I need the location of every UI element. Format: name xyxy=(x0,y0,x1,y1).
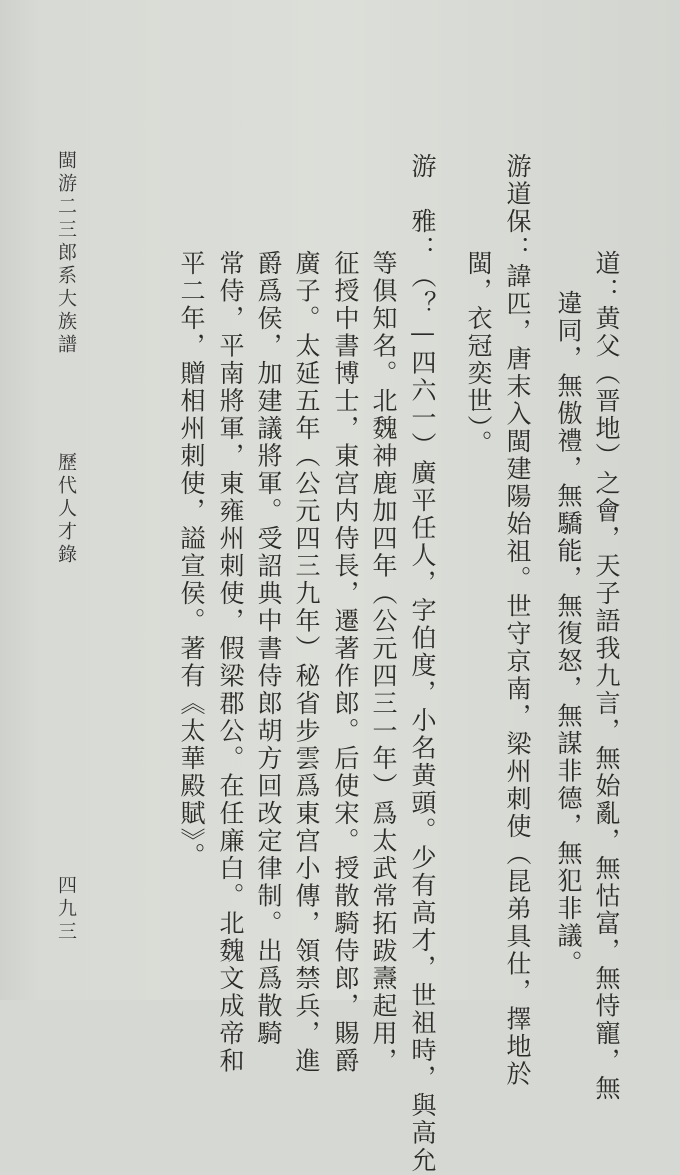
text-column-6: 等俱知名。北魏神鹿加四年（公元四三一年）爲太武常拓跋燾起用， xyxy=(369,250,398,1075)
text-column-4: 閩，衣冠奕世）。 xyxy=(464,250,493,458)
text-column-1: 道：黄父（晋地）之會，天子語我九言，無始亂，無怙富，無恃寵，無 xyxy=(592,250,621,1103)
text-column-8: 廣子。太延五年（公元四三九年）秘省步雲爲東宫小傳，領禁兵，進 xyxy=(292,250,321,1075)
page-number: 四九三 xyxy=(55,875,77,944)
text-column-7: 征授中書博士，東宫内侍長，遷著作郎。后使宋。授散騎侍郎，賜爵 xyxy=(331,250,360,1075)
text-column-2: 違同，無傲禮，無驕能，無復怒，無謀非德，無犯非議。 xyxy=(554,290,583,978)
text-column-5: 游 雅：（？—四六一）廣平任人，字伯度，小名黄頭。少有高才，世祖時，與高允 xyxy=(408,153,437,1175)
text-column-11: 平二年，贈相州刺使，謚宣侯。著有《太華殿賦》。 xyxy=(177,250,206,870)
section-title: 歷代人才錄 xyxy=(55,452,77,567)
text-column-10: 常侍，平南將軍，東雍州刺使，假梁郡公。在任廉白。北魏文成帝和 xyxy=(216,250,245,1075)
book-title: 閩游二三郎系大族譜 xyxy=(55,150,77,357)
text-column-9: 爵爲侯，加建議將軍。受詔典中書侍郎胡方回改定律制。出爲散騎 xyxy=(254,250,283,1048)
text-column-3: 游道保：諱匹，唐末入閩建陽始祖。世守京南，梁州刺使（昆弟具仕，擇地於 xyxy=(503,153,532,1088)
